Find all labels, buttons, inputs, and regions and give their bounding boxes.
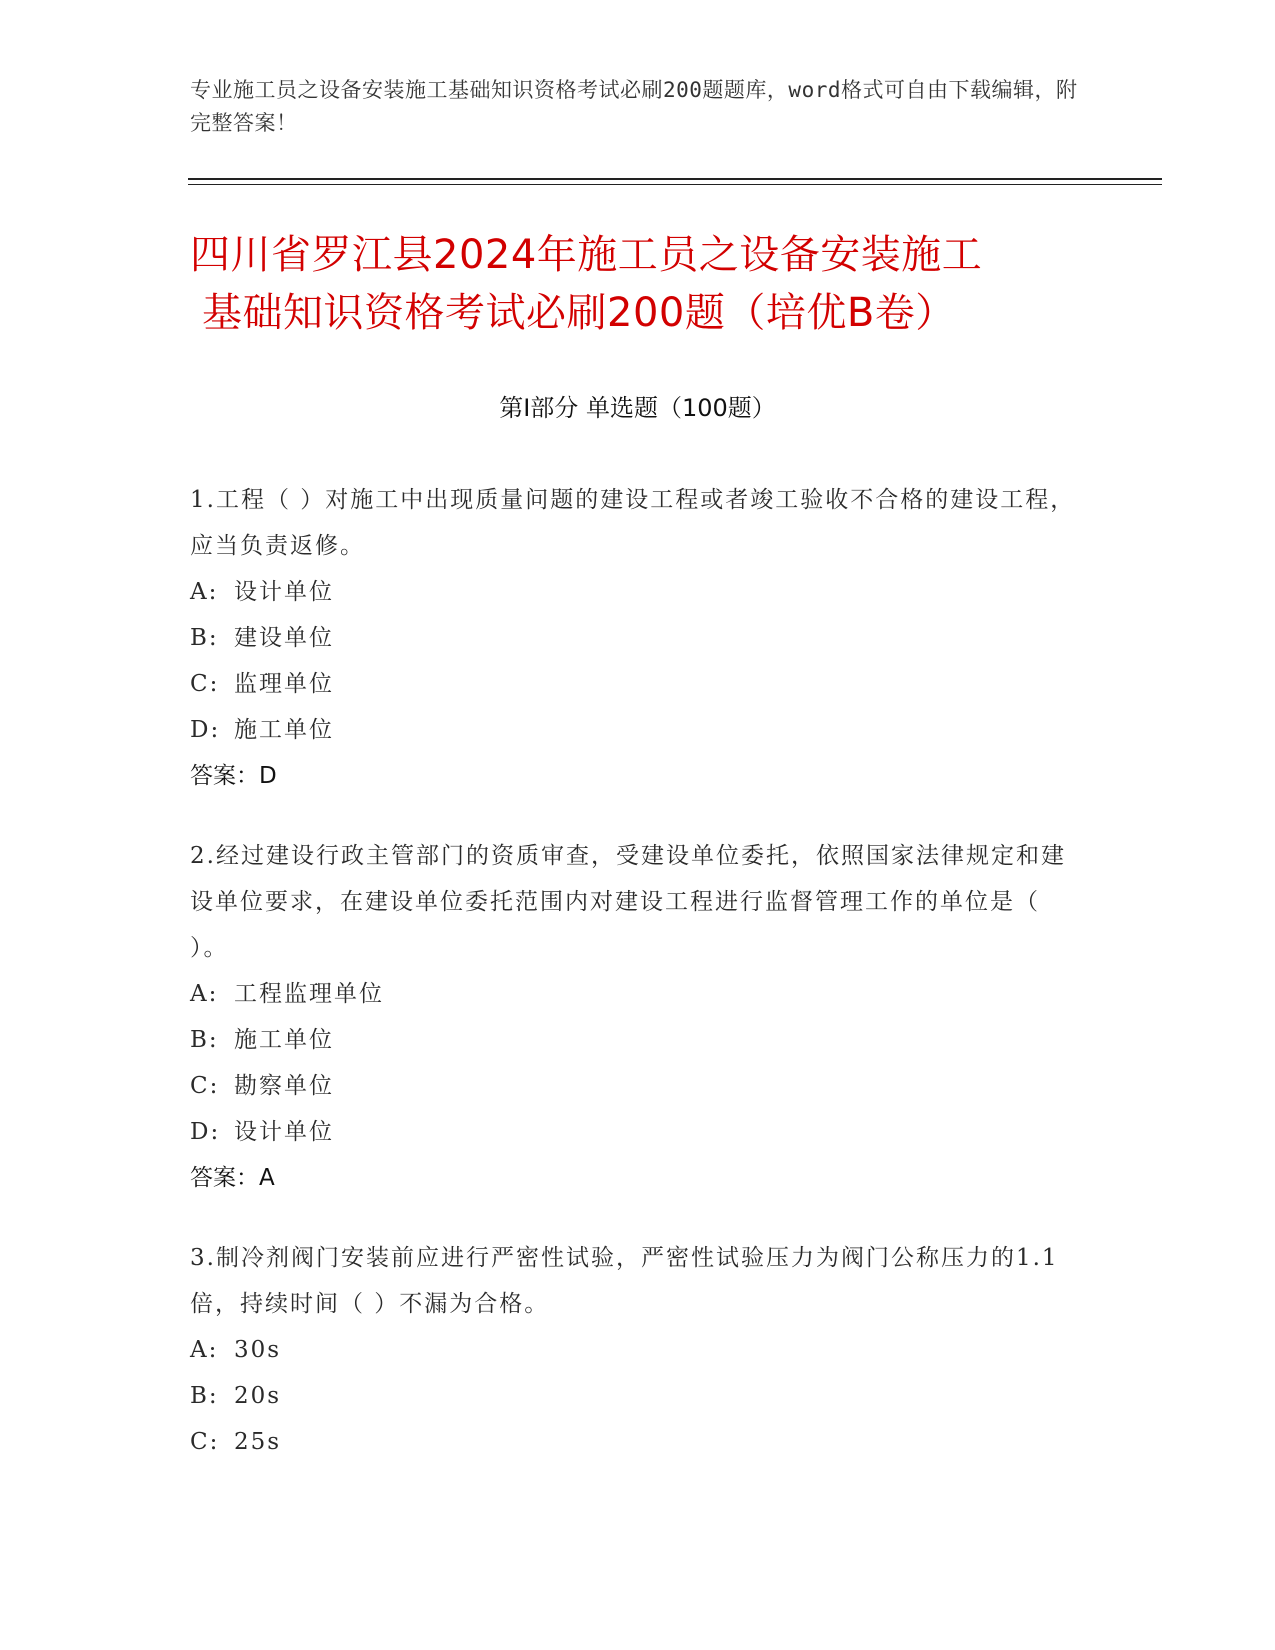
header-note: 专业施工员之设备安装施工基础知识资格考试必刷200题题库，word格式可自由下载编辑，附完整答案！ — [190, 78, 1078, 135]
answer-label: 答案： — [190, 763, 259, 789]
option-letter: C: — [190, 671, 220, 697]
option-text: 工程监理单位 — [234, 981, 384, 1007]
option-b — [190, 1017, 1080, 1063]
option-text: 勘察单位 — [234, 1073, 334, 1099]
option-c — [190, 1419, 1080, 1465]
question-stem: 1.工程（ ）对施工中出现质量问题的建设工程或者竣工验收不合格的建设工程，应当负责返修。 — [190, 487, 1076, 559]
option-text: 25s — [234, 1429, 282, 1455]
option-letter: C: — [190, 1429, 220, 1455]
option-a — [190, 971, 1080, 1017]
option-text: 设计单位 — [234, 1119, 334, 1145]
option-d — [190, 707, 1080, 753]
document-title-line1: 四川省罗江县2024年施工员之设备安装施工 — [190, 232, 983, 278]
option-text: 施工单位 — [234, 717, 334, 743]
option-text: 设计单位 — [234, 579, 334, 605]
document-title — [190, 226, 1090, 342]
header-rule-thin — [188, 184, 1162, 185]
option-text: 建设单位 — [234, 625, 334, 651]
question-1 — [190, 477, 1080, 799]
option-text: 施工单位 — [234, 1027, 334, 1053]
option-d — [190, 1109, 1080, 1155]
question-3 — [190, 1235, 1080, 1465]
option-letter: A: — [190, 981, 219, 1007]
option-letter: B: — [190, 1383, 219, 1409]
question-2 — [190, 833, 1080, 1201]
answer — [190, 753, 1080, 799]
question-stem: 3.制冷剂阀门安装前应进行严密性试验，严密性试验压力为阀门公称压力的1.1倍，持续时间（ ）不漏为合格。 — [190, 1245, 1059, 1317]
option-c — [190, 1063, 1080, 1109]
option-b — [190, 615, 1080, 661]
question-stem: 2.经过建设行政主管部门的资质审查，受建设单位委托，依照国家法律规定和建设单位要求，在建设单位委托范围内对建设工程进行监督管理工作的单位是（ ）。 — [190, 843, 1066, 961]
option-letter: A: — [190, 1337, 219, 1363]
option-text: 20s — [234, 1383, 282, 1409]
option-text: 监理单位 — [234, 671, 334, 697]
option-letter: B: — [190, 1027, 219, 1053]
option-a — [190, 1327, 1080, 1373]
question-list — [190, 477, 1080, 1499]
option-letter: D: — [190, 717, 221, 743]
header-rule-thick — [188, 178, 1162, 180]
option-a — [190, 569, 1080, 615]
option-letter: A: — [190, 579, 219, 605]
option-letter: B: — [190, 625, 219, 651]
section-title: 第I部分 单选题（100题） — [499, 394, 776, 422]
option-letter: D: — [190, 1119, 221, 1145]
option-c — [190, 661, 1080, 707]
document-title-line2: 基础知识资格考试必刷200题（培优B卷） — [202, 290, 956, 336]
answer — [190, 1155, 1080, 1201]
option-text: 30s — [234, 1337, 282, 1363]
option-letter: C: — [190, 1073, 220, 1099]
option-b — [190, 1373, 1080, 1419]
answer-label: 答案： — [190, 1165, 259, 1191]
answer-value: A — [259, 1165, 275, 1191]
answer-value: D — [259, 763, 277, 789]
